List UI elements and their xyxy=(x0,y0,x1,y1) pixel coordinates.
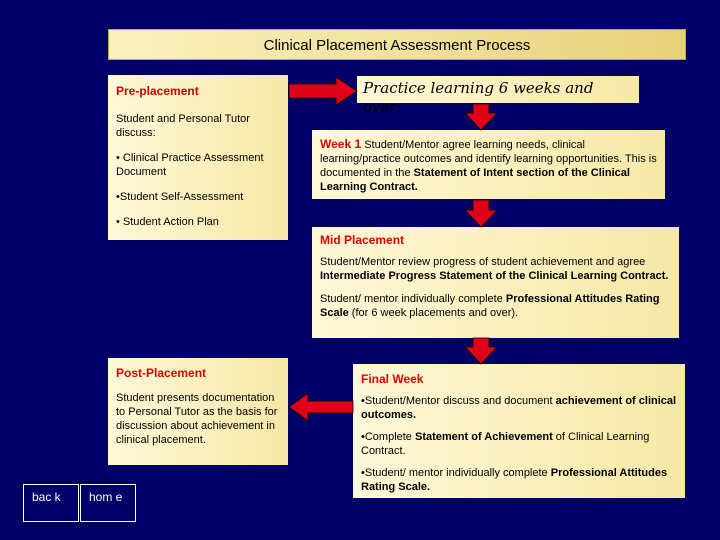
arrow-down-icon xyxy=(465,200,497,227)
post-placement-text: Student presents documentation to Personal Tutor as the basis for discussion about achievement in clinical placement. xyxy=(116,392,278,446)
week1-contract-text: Statement of Intent section of the Clinical Learning Contract. xyxy=(320,167,630,193)
pre-placement-intro: Student and Personal Tutor discuss: xyxy=(116,113,250,139)
pre-placement-item: • Clinical Practice Assessment Document xyxy=(116,152,264,178)
arrow-right-icon xyxy=(289,77,357,105)
mid-statement-text: Intermediate Progress Statement of the Clinical Learning Contract. xyxy=(320,270,669,282)
week1-text: Student/Mentor agree learning needs, clinical learning/practice outcomes and identify learning opportunities. This is documented in the xyxy=(320,139,657,179)
mid-scale-text: Professional Attitudes Rating Scale xyxy=(320,293,660,319)
pre-placement-heading: Pre-placement xyxy=(116,84,199,98)
pre-placement-item: • Student Action Plan xyxy=(116,216,219,228)
week1-heading: Week 1 xyxy=(320,137,362,151)
final-week-heading: Final Week xyxy=(361,372,424,386)
arrow-down-icon xyxy=(465,104,497,130)
mid-review-text: Student/Mentor review progress of student achievement and agree xyxy=(320,256,646,268)
final-item-bold: Statement of Achievement xyxy=(415,431,553,443)
arrow-left-icon xyxy=(289,393,353,421)
practice-learning-label: Practice learning 6 weeks and over: xyxy=(363,79,594,116)
final-item-text: of Clinical Learning Contract. xyxy=(361,431,650,457)
home-button-label: hom e xyxy=(89,490,123,504)
mid-duration-text: (for 6 week placements and over). xyxy=(348,307,519,319)
final-item-text: •Student/ mentor individually complete xyxy=(361,467,551,479)
back-button-label: bac k xyxy=(32,490,61,504)
mid-complete-text: Student/ mentor individually complete xyxy=(320,293,506,305)
final-item-text: •Complete xyxy=(361,431,415,443)
page-title: Clinical Placement Assessment Process xyxy=(108,29,686,60)
mid-placement-heading: Mid Placement xyxy=(320,233,405,247)
arrow-down-icon xyxy=(465,338,497,364)
final-item-bold: Professional Attitudes Rating Scale. xyxy=(361,467,668,493)
final-item-bold: achievement of clinical outcomes. xyxy=(361,395,677,421)
final-item-text: •Student/Mentor discuss and document xyxy=(361,395,556,407)
post-placement-heading: Post-Placement xyxy=(116,366,207,380)
pre-placement-item: •Student Self-Assessment xyxy=(116,191,244,203)
